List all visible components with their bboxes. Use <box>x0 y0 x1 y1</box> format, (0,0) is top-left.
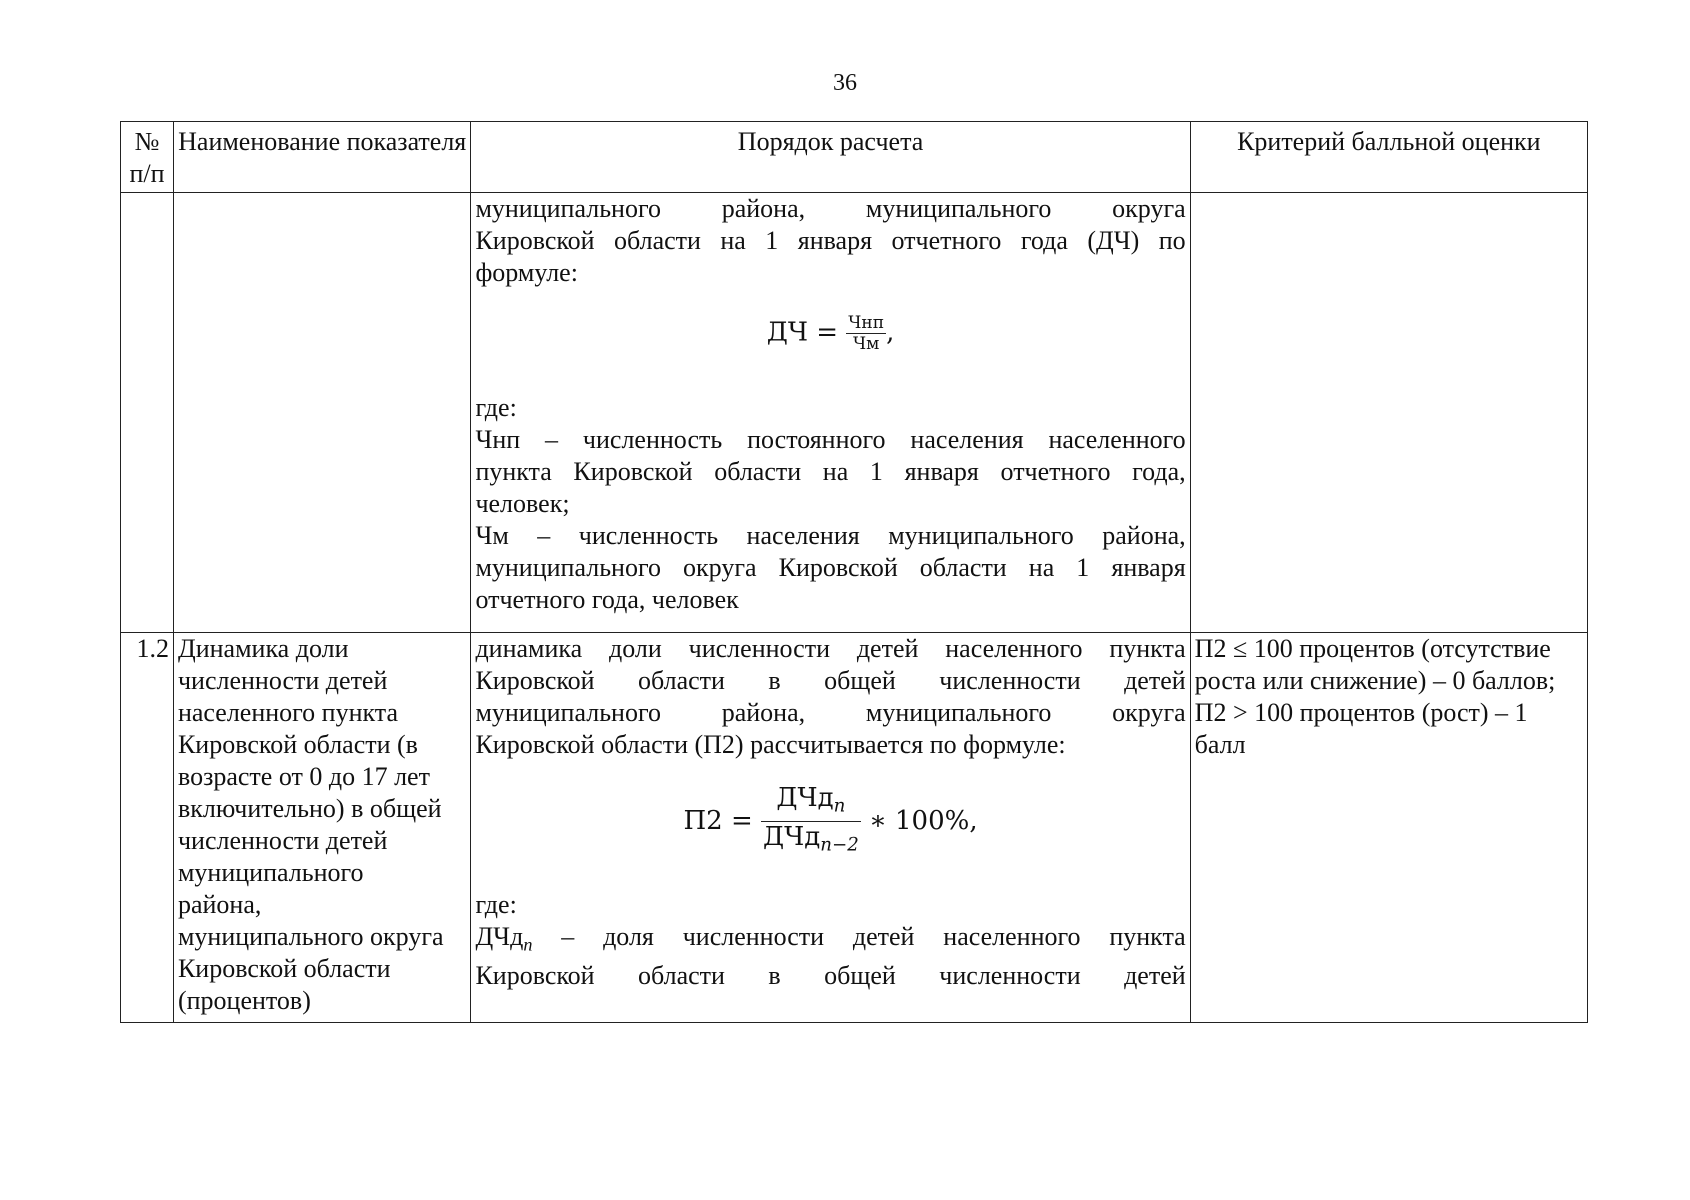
formula-dch-fraction <box>846 313 886 354</box>
row1-calc-line: формуле: <box>475 258 578 287</box>
formula-dch-lhs: ДЧ = <box>766 317 839 348</box>
row1-def-line: пункта Кировской области на 1 января отчетного года, <box>475 457 1186 486</box>
formula-p2-numerator-base: ДЧд <box>776 783 834 813</box>
row2-name-line: Кировской области <box>177 954 391 983</box>
row2-name-line: численности детей <box>177 826 388 855</box>
row1-def-line: Чм – численность населения муниципального района, <box>475 521 1186 550</box>
formula-dch-tail: , <box>886 317 895 348</box>
row2-name-line: района, <box>177 890 262 919</box>
row2-calc <box>471 633 1190 1023</box>
row2-calc-line: Кировской области (П2) рассчитывается по формуле: <box>475 730 1066 759</box>
formula-p2-numerator-sub: n <box>833 795 846 817</box>
header-calc: Порядок расчета <box>471 122 1190 193</box>
formula-p2 <box>475 783 1185 861</box>
formula-p2-denominator-base: ДЧд <box>763 822 821 853</box>
row2-criteria-line: роста или снижение) – 0 баллов; <box>1194 666 1556 695</box>
formula-p2-numerator <box>761 783 861 822</box>
row2-def-symbol-sub: n <box>523 934 533 955</box>
row2-def-line: Кировской области в общей численности детей <box>475 961 1186 991</box>
row2-criteria-line: балл <box>1194 730 1246 759</box>
row2-num: 1.2 <box>121 633 174 1023</box>
row2-criteria-line: П2 > 100 процентов (рост) – 1 <box>1194 698 1528 727</box>
row1-def-line: муниципального округа Кировской области на 1 января <box>475 553 1186 582</box>
row1-criteria <box>1190 193 1587 633</box>
row1-def-line: человек; <box>475 489 570 518</box>
row2-calc-line: динамика доли численности детей населенного пункта <box>475 634 1186 663</box>
row1-num <box>121 193 174 633</box>
row2-name-line: населенного пункта <box>177 698 399 727</box>
formula-p2-fraction <box>761 783 861 861</box>
row1-where: где: <box>475 393 517 422</box>
row2-def-symbol: ДЧд <box>475 921 524 951</box>
row2-name-line: Динамика доли <box>177 634 349 663</box>
formula-p2-tail: ∗ 100%, <box>869 805 978 836</box>
header-num: № п/п <box>121 122 174 193</box>
row2-calc-line: муниципального района, муниципального округа <box>475 698 1186 727</box>
row1-def-line: Чнп – численность постоянного населения населенного <box>475 425 1186 454</box>
table-row <box>121 193 1588 633</box>
row2-def-text: – доля численности детей населенного пункта <box>532 921 1186 951</box>
table-header-row <box>121 122 1588 193</box>
row2-name-line: муниципального округа <box>177 922 444 951</box>
row2-name <box>173 633 470 1023</box>
row2-calc-line: Кировской области в общей численности детей <box>475 666 1186 695</box>
row2-name-line: муниципального <box>177 858 364 887</box>
row1-calc-line: Кировской области на 1 января отчетного года (ДЧ) по <box>475 226 1186 255</box>
row2-criteria-line: П2 ≤ 100 процентов (отсутствие <box>1194 634 1551 663</box>
row1-calc-line: муниципального района, муниципального округа <box>475 194 1186 223</box>
row2-name-line: возрасте от 0 до 17 лет <box>177 762 430 791</box>
formula-p2-lhs: П2 = <box>683 805 753 836</box>
header-name: Наименование показателя <box>173 122 470 193</box>
row2-name-line: численности детей <box>177 666 388 695</box>
row2-criteria <box>1190 633 1587 1023</box>
formula-p2-denominator-sub: n−2 <box>820 834 859 856</box>
header-criteria: Критерий балльной оценки <box>1190 122 1587 193</box>
row2-name-line: включительно) в общей <box>177 794 442 823</box>
formula-dch-denominator: Чм <box>853 334 880 354</box>
page-number: 36 <box>833 70 857 96</box>
table-row <box>121 633 1588 1023</box>
row2-def-line <box>475 921 1185 960</box>
row1-calc <box>471 193 1190 633</box>
row2-where: где: <box>475 889 517 919</box>
indicator-table <box>120 121 1588 1023</box>
row2-name-line: (процентов) <box>177 986 311 1015</box>
formula-dch <box>475 313 1185 354</box>
row2-name-line: Кировской области (в <box>177 730 418 759</box>
formula-p2-denominator <box>761 822 861 860</box>
row1-name <box>173 193 470 633</box>
row1-def-line: отчетного года, человек <box>475 585 739 614</box>
formula-dch-numerator: Чнп <box>848 313 885 333</box>
